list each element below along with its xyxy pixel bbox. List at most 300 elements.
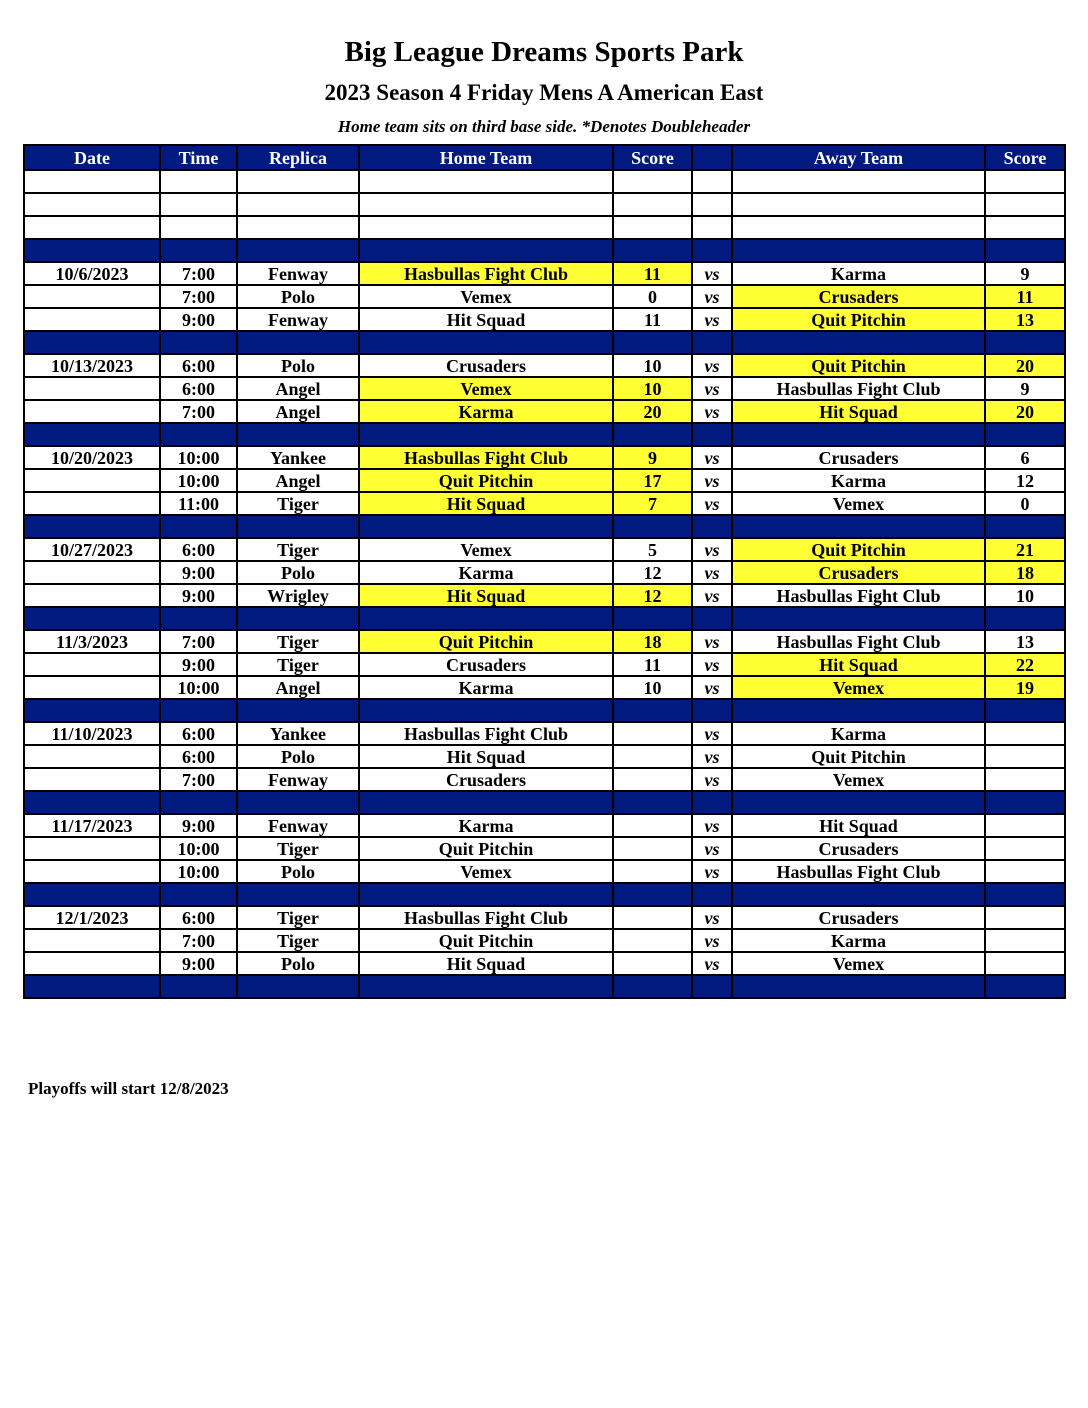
away-team-cell: Hit Squad — [732, 653, 985, 676]
home-score-cell — [613, 791, 692, 814]
separator-row — [24, 423, 1065, 446]
time-cell — [160, 216, 237, 239]
vs-cell: vs — [692, 584, 732, 607]
game-row — [24, 837, 1065, 860]
replica-cell: Polo — [237, 354, 359, 377]
time-cell — [160, 331, 237, 354]
away-team-cell: Hasbullas Fight Club — [732, 630, 985, 653]
game-row — [24, 952, 1065, 975]
time-cell — [160, 607, 237, 630]
date-cell — [24, 239, 160, 262]
time-cell: 7:00 — [160, 285, 237, 308]
home-team-cell — [359, 170, 613, 193]
time-cell — [160, 239, 237, 262]
home-score-cell: 17 — [613, 469, 692, 492]
away-team-cell: Quit Pitchin — [732, 308, 985, 331]
home-team-cell — [359, 515, 613, 538]
home-team-cell — [359, 193, 613, 216]
game-row — [24, 676, 1065, 699]
date-cell: 11/10/2023 — [24, 722, 160, 745]
time-cell: 10:00 — [160, 469, 237, 492]
vs-cell: vs — [692, 538, 732, 561]
away-score-cell: 10 — [985, 584, 1065, 607]
separator-row — [24, 515, 1065, 538]
time-cell: 9:00 — [160, 561, 237, 584]
home-score-cell — [613, 745, 692, 768]
date-cell — [24, 768, 160, 791]
time-cell — [160, 699, 237, 722]
game-row — [24, 630, 1065, 653]
date-cell: 11/17/2023 — [24, 814, 160, 837]
date-cell — [24, 469, 160, 492]
replica-cell: Polo — [237, 952, 359, 975]
header-row — [24, 145, 1065, 170]
vs-cell: vs — [692, 446, 732, 469]
time-cell — [160, 193, 237, 216]
replica-cell: Fenway — [237, 308, 359, 331]
home-score-cell: 10 — [613, 676, 692, 699]
away-score-cell: 13 — [985, 630, 1065, 653]
away-team-cell — [732, 699, 985, 722]
time-cell: 9:00 — [160, 584, 237, 607]
home-score-cell: 11 — [613, 653, 692, 676]
replica-cell: Tiger — [237, 837, 359, 860]
home-score-cell: 5 — [613, 538, 692, 561]
game-row — [24, 308, 1065, 331]
time-cell — [160, 515, 237, 538]
date-cell — [24, 377, 160, 400]
time-cell: 7:00 — [160, 929, 237, 952]
time-cell: 9:00 — [160, 653, 237, 676]
away-team-cell — [732, 607, 985, 630]
game-row — [24, 584, 1065, 607]
away-score-cell: 22 — [985, 653, 1065, 676]
date-cell — [24, 285, 160, 308]
date-cell — [24, 561, 160, 584]
replica-cell — [237, 975, 359, 998]
game-row — [24, 860, 1065, 883]
away-team-cell: Quit Pitchin — [732, 745, 985, 768]
home-score-cell — [613, 975, 692, 998]
schedule-body — [24, 170, 1065, 998]
home-score-cell — [613, 906, 692, 929]
date-cell — [24, 331, 160, 354]
away-score-cell — [985, 952, 1065, 975]
time-cell: 6:00 — [160, 906, 237, 929]
game-row — [24, 446, 1065, 469]
time-cell — [160, 883, 237, 906]
away-score-cell — [985, 170, 1065, 193]
game-row — [24, 745, 1065, 768]
away-score-cell — [985, 791, 1065, 814]
home-team-cell: Quit Pitchin — [359, 469, 613, 492]
home-team-cell: Karma — [359, 814, 613, 837]
away-team-cell — [732, 193, 985, 216]
away-team-cell: Vemex — [732, 952, 985, 975]
vs-cell — [692, 883, 732, 906]
date-cell — [24, 952, 160, 975]
game-row — [24, 906, 1065, 929]
date-cell — [24, 170, 160, 193]
date-cell — [24, 883, 160, 906]
page-title: Big League Dreams Sports Park — [344, 36, 744, 68]
vs-cell: vs — [692, 952, 732, 975]
home-team-cell — [359, 216, 613, 239]
home-score-cell: 10 — [613, 377, 692, 400]
home-score-cell: 11 — [613, 262, 692, 285]
date-cell — [24, 653, 160, 676]
date-cell — [24, 699, 160, 722]
vs-cell: vs — [692, 745, 732, 768]
time-cell: 9:00 — [160, 308, 237, 331]
away-team-cell — [732, 515, 985, 538]
away-team-cell: Karma — [732, 929, 985, 952]
home-team-cell: Crusaders — [359, 653, 613, 676]
replica-cell: Wrigley — [237, 584, 359, 607]
col-time: Time — [160, 145, 237, 170]
vs-cell — [692, 193, 732, 216]
home-score-cell — [613, 768, 692, 791]
game-row — [24, 492, 1065, 515]
separator-row — [24, 331, 1065, 354]
page-subtitle: 2023 Season 4 Friday Mens A American East — [324, 80, 764, 105]
home-team-cell — [359, 423, 613, 446]
replica-cell — [237, 239, 359, 262]
away-team-cell: Crusaders — [732, 285, 985, 308]
time-cell — [160, 975, 237, 998]
vs-cell — [692, 170, 732, 193]
col-away-team: Away Team — [732, 145, 985, 170]
away-score-cell — [985, 883, 1065, 906]
away-score-cell — [985, 814, 1065, 837]
away-score-cell: 19 — [985, 676, 1065, 699]
replica-cell — [237, 331, 359, 354]
vs-cell: vs — [692, 630, 732, 653]
vs-cell — [692, 791, 732, 814]
game-row — [24, 722, 1065, 745]
away-score-cell — [985, 860, 1065, 883]
away-team-cell — [732, 791, 985, 814]
vs-cell: vs — [692, 906, 732, 929]
home-team-cell: Karma — [359, 676, 613, 699]
vs-cell: vs — [692, 354, 732, 377]
replica-cell: Yankee — [237, 722, 359, 745]
time-cell — [160, 791, 237, 814]
home-team-cell: Hit Squad — [359, 584, 613, 607]
time-cell: 6:00 — [160, 745, 237, 768]
separator-row — [24, 607, 1065, 630]
away-team-cell — [732, 239, 985, 262]
replica-cell: Tiger — [237, 538, 359, 561]
date-cell — [24, 837, 160, 860]
time-cell: 11:00 — [160, 492, 237, 515]
vs-cell: vs — [692, 285, 732, 308]
home-score-cell: 18 — [613, 630, 692, 653]
home-team-cell: Quit Pitchin — [359, 630, 613, 653]
vs-cell — [692, 239, 732, 262]
game-row — [24, 561, 1065, 584]
vs-cell — [692, 515, 732, 538]
home-score-cell — [613, 170, 692, 193]
separator-row — [24, 239, 1065, 262]
home-team-cell: Karma — [359, 400, 613, 423]
home-score-cell: 7 — [613, 492, 692, 515]
vs-cell: vs — [692, 400, 732, 423]
home-team-cell: Vemex — [359, 538, 613, 561]
game-row — [24, 538, 1065, 561]
vs-cell: vs — [692, 837, 732, 860]
date-cell: 10/20/2023 — [24, 446, 160, 469]
home-score-cell — [613, 423, 692, 446]
replica-cell: Angel — [237, 377, 359, 400]
home-team-cell: Hasbullas Fight Club — [359, 722, 613, 745]
time-cell: 10:00 — [160, 860, 237, 883]
away-team-cell: Karma — [732, 722, 985, 745]
away-score-cell: 9 — [985, 377, 1065, 400]
away-score-cell — [985, 331, 1065, 354]
home-team-cell: Hit Squad — [359, 745, 613, 768]
replica-cell: Yankee — [237, 446, 359, 469]
away-team-cell — [732, 331, 985, 354]
col-away-score: Score — [985, 145, 1065, 170]
time-cell: 10:00 — [160, 676, 237, 699]
replica-cell: Angel — [237, 400, 359, 423]
home-team-cell — [359, 607, 613, 630]
blank-row — [24, 170, 1065, 193]
time-cell: 7:00 — [160, 400, 237, 423]
date-cell — [24, 975, 160, 998]
home-score-cell: 9 — [613, 446, 692, 469]
time-cell: 7:00 — [160, 262, 237, 285]
replica-cell: Fenway — [237, 768, 359, 791]
time-cell: 6:00 — [160, 354, 237, 377]
vs-cell — [692, 423, 732, 446]
replica-cell — [237, 883, 359, 906]
home-score-cell — [613, 929, 692, 952]
home-team-cell: Quit Pitchin — [359, 837, 613, 860]
vs-cell — [692, 975, 732, 998]
date-cell — [24, 745, 160, 768]
home-score-cell — [613, 883, 692, 906]
replica-cell — [237, 699, 359, 722]
time-cell — [160, 170, 237, 193]
page-note: Home team sits on third base side. *Denotes Doubleheader — [337, 117, 751, 136]
replica-cell: Tiger — [237, 906, 359, 929]
away-score-cell — [985, 768, 1065, 791]
separator-row — [24, 883, 1065, 906]
away-team-cell: Vemex — [732, 768, 985, 791]
replica-cell: Tiger — [237, 653, 359, 676]
away-score-cell: 13 — [985, 308, 1065, 331]
away-team-cell: Crusaders — [732, 906, 985, 929]
away-score-cell — [985, 515, 1065, 538]
vs-cell: vs — [692, 653, 732, 676]
away-score-cell — [985, 239, 1065, 262]
vs-cell: vs — [692, 262, 732, 285]
home-team-cell: Hit Squad — [359, 952, 613, 975]
vs-cell: vs — [692, 929, 732, 952]
away-team-cell: Vemex — [732, 492, 985, 515]
away-score-cell — [985, 607, 1065, 630]
replica-cell: Tiger — [237, 492, 359, 515]
away-score-cell: 21 — [985, 538, 1065, 561]
home-team-cell — [359, 331, 613, 354]
date-cell: 12/1/2023 — [24, 906, 160, 929]
col-home-team: Home Team — [359, 145, 613, 170]
col-date: Date — [24, 145, 160, 170]
date-cell — [24, 492, 160, 515]
time-cell: 6:00 — [160, 377, 237, 400]
date-cell — [24, 308, 160, 331]
away-team-cell — [732, 883, 985, 906]
date-cell — [24, 515, 160, 538]
home-team-cell: Hit Squad — [359, 308, 613, 331]
home-team-cell: Quit Pitchin — [359, 929, 613, 952]
replica-cell: Tiger — [237, 630, 359, 653]
home-team-cell — [359, 239, 613, 262]
date-cell: 11/3/2023 — [24, 630, 160, 653]
home-team-cell: Crusaders — [359, 354, 613, 377]
home-score-cell — [613, 837, 692, 860]
home-team-cell: Crusaders — [359, 768, 613, 791]
game-row — [24, 929, 1065, 952]
home-score-cell: 20 — [613, 400, 692, 423]
col-vs — [692, 145, 732, 170]
away-score-cell — [985, 906, 1065, 929]
replica-cell — [237, 423, 359, 446]
home-score-cell: 12 — [613, 584, 692, 607]
replica-cell: Fenway — [237, 262, 359, 285]
away-score-cell — [985, 722, 1065, 745]
home-score-cell: 10 — [613, 354, 692, 377]
separator-row — [24, 791, 1065, 814]
vs-cell: vs — [692, 676, 732, 699]
replica-cell — [237, 170, 359, 193]
home-score-cell — [613, 239, 692, 262]
vs-cell — [692, 331, 732, 354]
away-team-cell: Vemex — [732, 676, 985, 699]
home-score-cell — [613, 814, 692, 837]
vs-cell: vs — [692, 469, 732, 492]
vs-cell: vs — [692, 561, 732, 584]
away-score-cell: 0 — [985, 492, 1065, 515]
time-cell: 10:00 — [160, 446, 237, 469]
away-score-cell: 20 — [985, 354, 1065, 377]
game-row — [24, 262, 1065, 285]
time-cell: 9:00 — [160, 814, 237, 837]
replica-cell — [237, 791, 359, 814]
home-team-cell: Hit Squad — [359, 492, 613, 515]
home-team-cell — [359, 791, 613, 814]
home-team-cell — [359, 883, 613, 906]
vs-cell: vs — [692, 722, 732, 745]
separator-row — [24, 975, 1065, 998]
game-row — [24, 653, 1065, 676]
replica-cell: Polo — [237, 860, 359, 883]
away-team-cell: Hit Squad — [732, 814, 985, 837]
home-score-cell: 0 — [613, 285, 692, 308]
away-team-cell: Karma — [732, 262, 985, 285]
away-score-cell: 9 — [985, 262, 1065, 285]
game-row — [24, 377, 1065, 400]
separator-row — [24, 699, 1065, 722]
away-team-cell: Crusaders — [732, 837, 985, 860]
home-team-cell — [359, 699, 613, 722]
time-cell: 9:00 — [160, 952, 237, 975]
home-score-cell — [613, 331, 692, 354]
date-cell: 10/6/2023 — [24, 262, 160, 285]
away-team-cell: Hasbullas Fight Club — [732, 584, 985, 607]
date-cell — [24, 400, 160, 423]
replica-cell — [237, 216, 359, 239]
home-team-cell: Hasbullas Fight Club — [359, 446, 613, 469]
vs-cell: vs — [692, 377, 732, 400]
away-team-cell: Crusaders — [732, 561, 985, 584]
away-score-cell: 20 — [985, 400, 1065, 423]
date-cell — [24, 216, 160, 239]
game-row — [24, 354, 1065, 377]
away-team-cell: Karma — [732, 469, 985, 492]
date-cell — [24, 676, 160, 699]
date-cell: 10/27/2023 — [24, 538, 160, 561]
time-cell — [160, 423, 237, 446]
replica-cell: Polo — [237, 561, 359, 584]
game-row — [24, 768, 1065, 791]
vs-cell: vs — [692, 308, 732, 331]
vs-cell — [692, 607, 732, 630]
date-cell — [24, 860, 160, 883]
game-row — [24, 400, 1065, 423]
away-score-cell: 11 — [985, 285, 1065, 308]
vs-cell — [692, 216, 732, 239]
date-cell — [24, 929, 160, 952]
home-score-cell — [613, 860, 692, 883]
time-cell: 7:00 — [160, 630, 237, 653]
away-team-cell: Quit Pitchin — [732, 354, 985, 377]
home-score-cell: 12 — [613, 561, 692, 584]
game-row — [24, 814, 1065, 837]
away-team-cell: Hit Squad — [732, 400, 985, 423]
time-cell: 7:00 — [160, 768, 237, 791]
home-team-cell: Vemex — [359, 860, 613, 883]
game-row — [24, 285, 1065, 308]
game-row — [24, 469, 1065, 492]
date-cell — [24, 584, 160, 607]
replica-cell: Polo — [237, 285, 359, 308]
time-cell: 6:00 — [160, 538, 237, 561]
date-cell — [24, 423, 160, 446]
away-team-cell — [732, 170, 985, 193]
replica-cell: Angel — [237, 676, 359, 699]
home-score-cell — [613, 193, 692, 216]
footer-note: Playoffs will start 12/8/2023 — [28, 1079, 229, 1098]
home-score-cell — [613, 216, 692, 239]
home-score-cell — [613, 699, 692, 722]
date-cell — [24, 607, 160, 630]
col-replica: Replica — [237, 145, 359, 170]
away-score-cell: 6 — [985, 446, 1065, 469]
replica-cell: Angel — [237, 469, 359, 492]
away-score-cell — [985, 193, 1065, 216]
replica-cell — [237, 607, 359, 630]
away-team-cell: Hasbullas Fight Club — [732, 860, 985, 883]
time-cell: 10:00 — [160, 837, 237, 860]
away-score-cell: 12 — [985, 469, 1065, 492]
away-team-cell: Quit Pitchin — [732, 538, 985, 561]
date-cell — [24, 193, 160, 216]
blank-row — [24, 216, 1065, 239]
home-score-cell — [613, 515, 692, 538]
